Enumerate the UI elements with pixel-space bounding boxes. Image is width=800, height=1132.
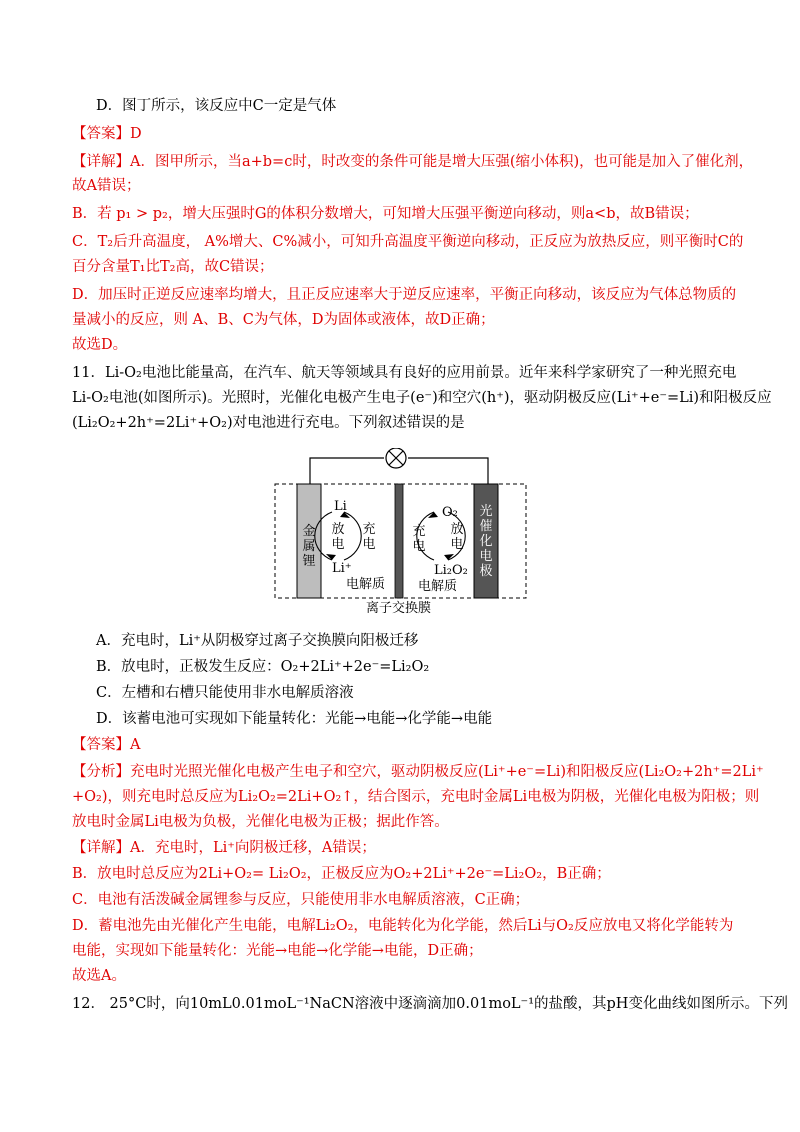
right-discharge-label: 放 电 <box>450 522 464 552</box>
lamp-icon <box>386 448 406 468</box>
explanation-10-a-cont: 故A错误； <box>72 178 141 194</box>
analysis-11-cont-1: +O₂)，则充电时总反应为Li₂O₂=2Li+O₂↑，结合图示，充电时金属Li电极为阴极，光催化电极为阳极；则 <box>72 789 760 805</box>
wire-right <box>408 458 488 484</box>
analysis-11: 【分析】充电时光照光催化电极产生电子和空穴，驱动阴极反应(Li⁺+e⁻=Li)和阳极反应(Li₂O₂+2h⁺=2Li⁺ <box>72 764 764 780</box>
wire-left <box>310 458 384 484</box>
explanation-10-d-cont: 量减小的反应，则 A、B、C为气体，D为固体或液体，故D正确； <box>72 312 495 328</box>
explanation-10-b: B．若 p₁ > p₂，增大压强时G的体积分数增大，可知增大压强平衡逆向移动，则a<b，故B错误； <box>72 206 699 222</box>
explanation-11-a: 【详解】A．充电时，Li⁺向阴极迁移，A错误； <box>72 840 376 856</box>
option-b: B．放电时，正极发生反应：O₂+2Li⁺+2e⁻=Li₂O₂ <box>96 659 430 675</box>
right-top-species: O₂ <box>442 505 458 520</box>
left-charge-arc <box>344 512 361 560</box>
question-11-stem-2: Li-O₂电池(如图所示)。光照时，光催化电极产生电子(e⁻)和空穴(h⁺)，驱动阴极反应(Li⁺+e⁻=Li)和阳极反应 <box>72 390 772 406</box>
ion-exchange-membrane <box>395 484 403 598</box>
li-o2-battery-diagram <box>274 448 530 626</box>
question-11-stem-3: (Li₂O₂+2h⁺=2Li⁺+O₂)对电池进行充电。下列叙述错误的是 <box>72 415 465 431</box>
left-top-species: Li <box>334 499 347 514</box>
explanation-10-c: C．T₂后升高温度， A%增大、C%减小，可知升高温度平衡逆向移动，正反应为放热反应，则平衡时C的 <box>72 234 744 250</box>
question-12-stem: 12． 25°C时，向10mL0.01moL⁻¹NaCN溶液中逐滴滴加0.01moL⁻¹的盐酸，其pH变化曲线如图所示。下列 <box>72 996 788 1012</box>
explanation-10-c-cont: 百分含量T₁比T₂高，故C错误； <box>72 259 274 275</box>
explanation-11-b: B．放电时总反应为2Li+O₂= Li₂O₂，正极反应为O₂+2Li⁺+2e⁻=Li₂O₂，B正确； <box>72 866 611 882</box>
question-11-stem-1: 11．Li-O₂电池比能量高，在汽车、航天等领域具有良好的应用前景。近年来科学家研究了一种光照充电 <box>72 365 737 381</box>
left-discharge-label: 放 电 <box>331 522 345 552</box>
explanation-11-d-cont: 电能，实现如下能量转化：光能→电能→化学能→电能，D正确； <box>72 943 483 959</box>
answer-11: 【答案】A <box>72 737 141 753</box>
explanation-11-d: D．蓄电池先由光催化产生电能，电解Li₂O₂，电能转化为化学能，然后Li与O₂反应放电又将化学能转为 <box>72 918 734 934</box>
conclusion-11: 故选A。 <box>72 968 126 984</box>
explanation-10-a: 【详解】A．图甲所示，当a+b=c时，时改变的条件可能是增大压强(缩小体积)，也可能是加入了催化剂， <box>72 154 754 170</box>
left-bottom-species: Li⁺ <box>332 561 352 576</box>
photocatalytic-electrode-label: 光 催 化 电 极 <box>479 504 493 579</box>
membrane-label: 离子交换膜 <box>366 601 432 616</box>
right-charge-label: 充 电 <box>412 524 426 554</box>
right-electrolyte-label: 电解质 <box>418 579 458 594</box>
option-d: D．该蓄电池可实现如下能量转化：光能→电能→化学能→电能 <box>96 711 493 727</box>
option-d-prev: D．图丁所示，该反应中C一定是气体 <box>96 98 337 114</box>
left-electrolyte-label: 电解质 <box>346 577 386 592</box>
conclusion-10: 故选D。 <box>72 337 128 353</box>
answer-10: 【答案】D <box>72 126 142 142</box>
left-charge-label: 充 电 <box>362 522 376 552</box>
lithium-electrode-label: 金 属 锂 <box>302 524 316 569</box>
right-bottom-species: Li₂O₂ <box>434 563 468 578</box>
option-c: C．左槽和右槽只能使用非水电解质溶液 <box>96 685 354 701</box>
explanation-10-d: D．加压时正逆反应速率均增大，且正反应速率大于逆反应速率，平衡正向移动，该反应为气体总物质的 <box>72 287 737 303</box>
analysis-11-cont-2: 放电时金属Li电极为负极，光催化电极为正极；据此作答。 <box>72 814 449 830</box>
explanation-11-c: C．电池有活泼碱金属锂参与反应，只能使用非水电解质溶液，C正确； <box>72 892 530 908</box>
option-a: A．充电时，Li⁺从阴极穿过离子交换膜向阳极迁移 <box>96 633 419 649</box>
